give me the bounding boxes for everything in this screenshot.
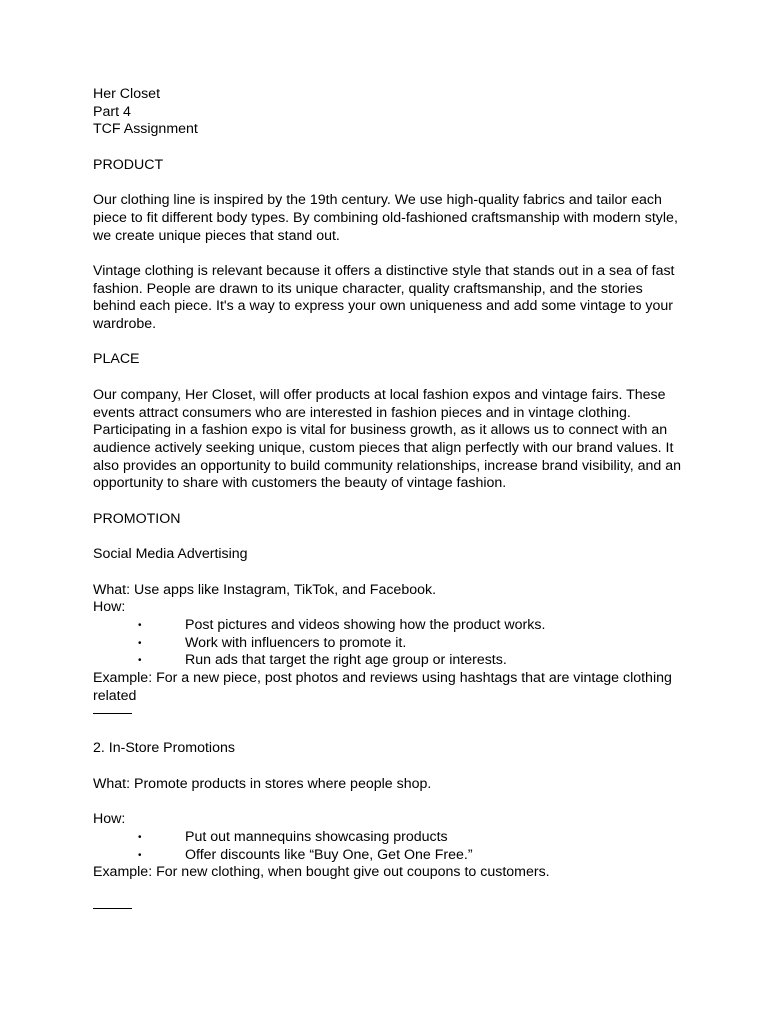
doc-title: Her Closet <box>93 86 161 102</box>
social-what: What: Use apps like Instagram, TikTok, and Facebook. <box>93 581 437 598</box>
product-paragraph-1: Our clothing line is inspired by the 19th century. We use high-quality fabrics and tailor each piece to fit different body types. By combining old-fashioned craftsmanship with modern style, we create unique pieces that stand out. <box>93 192 678 244</box>
list-item: • Run ads that target the right age group or interests. <box>138 652 507 669</box>
list-item: • Offer discounts like “Buy One, Get One Free.” <box>138 846 473 863</box>
instore-example: Example: For new clothing, when bought give out coupons to customers. <box>93 864 550 881</box>
instore-title: 2. In-Store Promotions <box>93 740 235 757</box>
instore-what: What: Promote products in stores where people shop. <box>93 775 432 792</box>
bullet-icon: • <box>138 637 142 649</box>
doc-part: Part 4 <box>93 103 131 120</box>
list-item: • Post pictures and videos showing how the product works. <box>138 616 546 633</box>
promotion-heading: PROMOTION <box>93 510 181 527</box>
instore-how: How: <box>93 811 126 828</box>
social-how: How: <box>93 599 126 616</box>
instore-bullet-list <box>93 829 683 864</box>
bullet-icon: • <box>138 619 142 631</box>
document-page <box>93 86 683 909</box>
list-item: • Work with influencers to promote it. <box>138 634 407 651</box>
bullet-icon: • <box>138 831 142 843</box>
social-example: Example: For a new piece, post photos and reviews using hashtags that are vintage clothing related <box>93 670 672 704</box>
doc-assignment: TCF Assignment <box>93 121 198 138</box>
bullet-icon: • <box>138 655 142 667</box>
place-paragraph: Our company, Her Closet, will offer products at local fashion expos and vintage fairs. These events attract consumers who are interested in fashion pieces and in vintage clothing. Participating in a fashion expo is vital for business growth, as it allows us to connect with an audience actively seeking unique, custom pieces that align perfectly with our brand values. It also provides an opportunity to build community relationships, increase brand visibility, and an opportunity to share with customers the beauty of vintage fashion. <box>93 386 682 492</box>
social-bullet-list <box>93 617 683 670</box>
place-heading: PLACE <box>93 351 140 368</box>
section-divider <box>93 908 132 909</box>
list-item: • Put out mannequins showcasing products <box>138 828 448 845</box>
bullet-icon: • <box>138 849 142 861</box>
social-media-title: Social Media Advertising <box>93 546 248 563</box>
product-heading: PRODUCT <box>93 156 164 173</box>
product-paragraph-2: Vintage clothing is relevant because it offers a distinctive style that stands out in a sea of fast fashion. People are drawn to its unique character, quality craftsmanship, and the stories behind each piece. It's a way to express your own uniqueness and add some vintage to your wardrobe. <box>93 262 675 333</box>
